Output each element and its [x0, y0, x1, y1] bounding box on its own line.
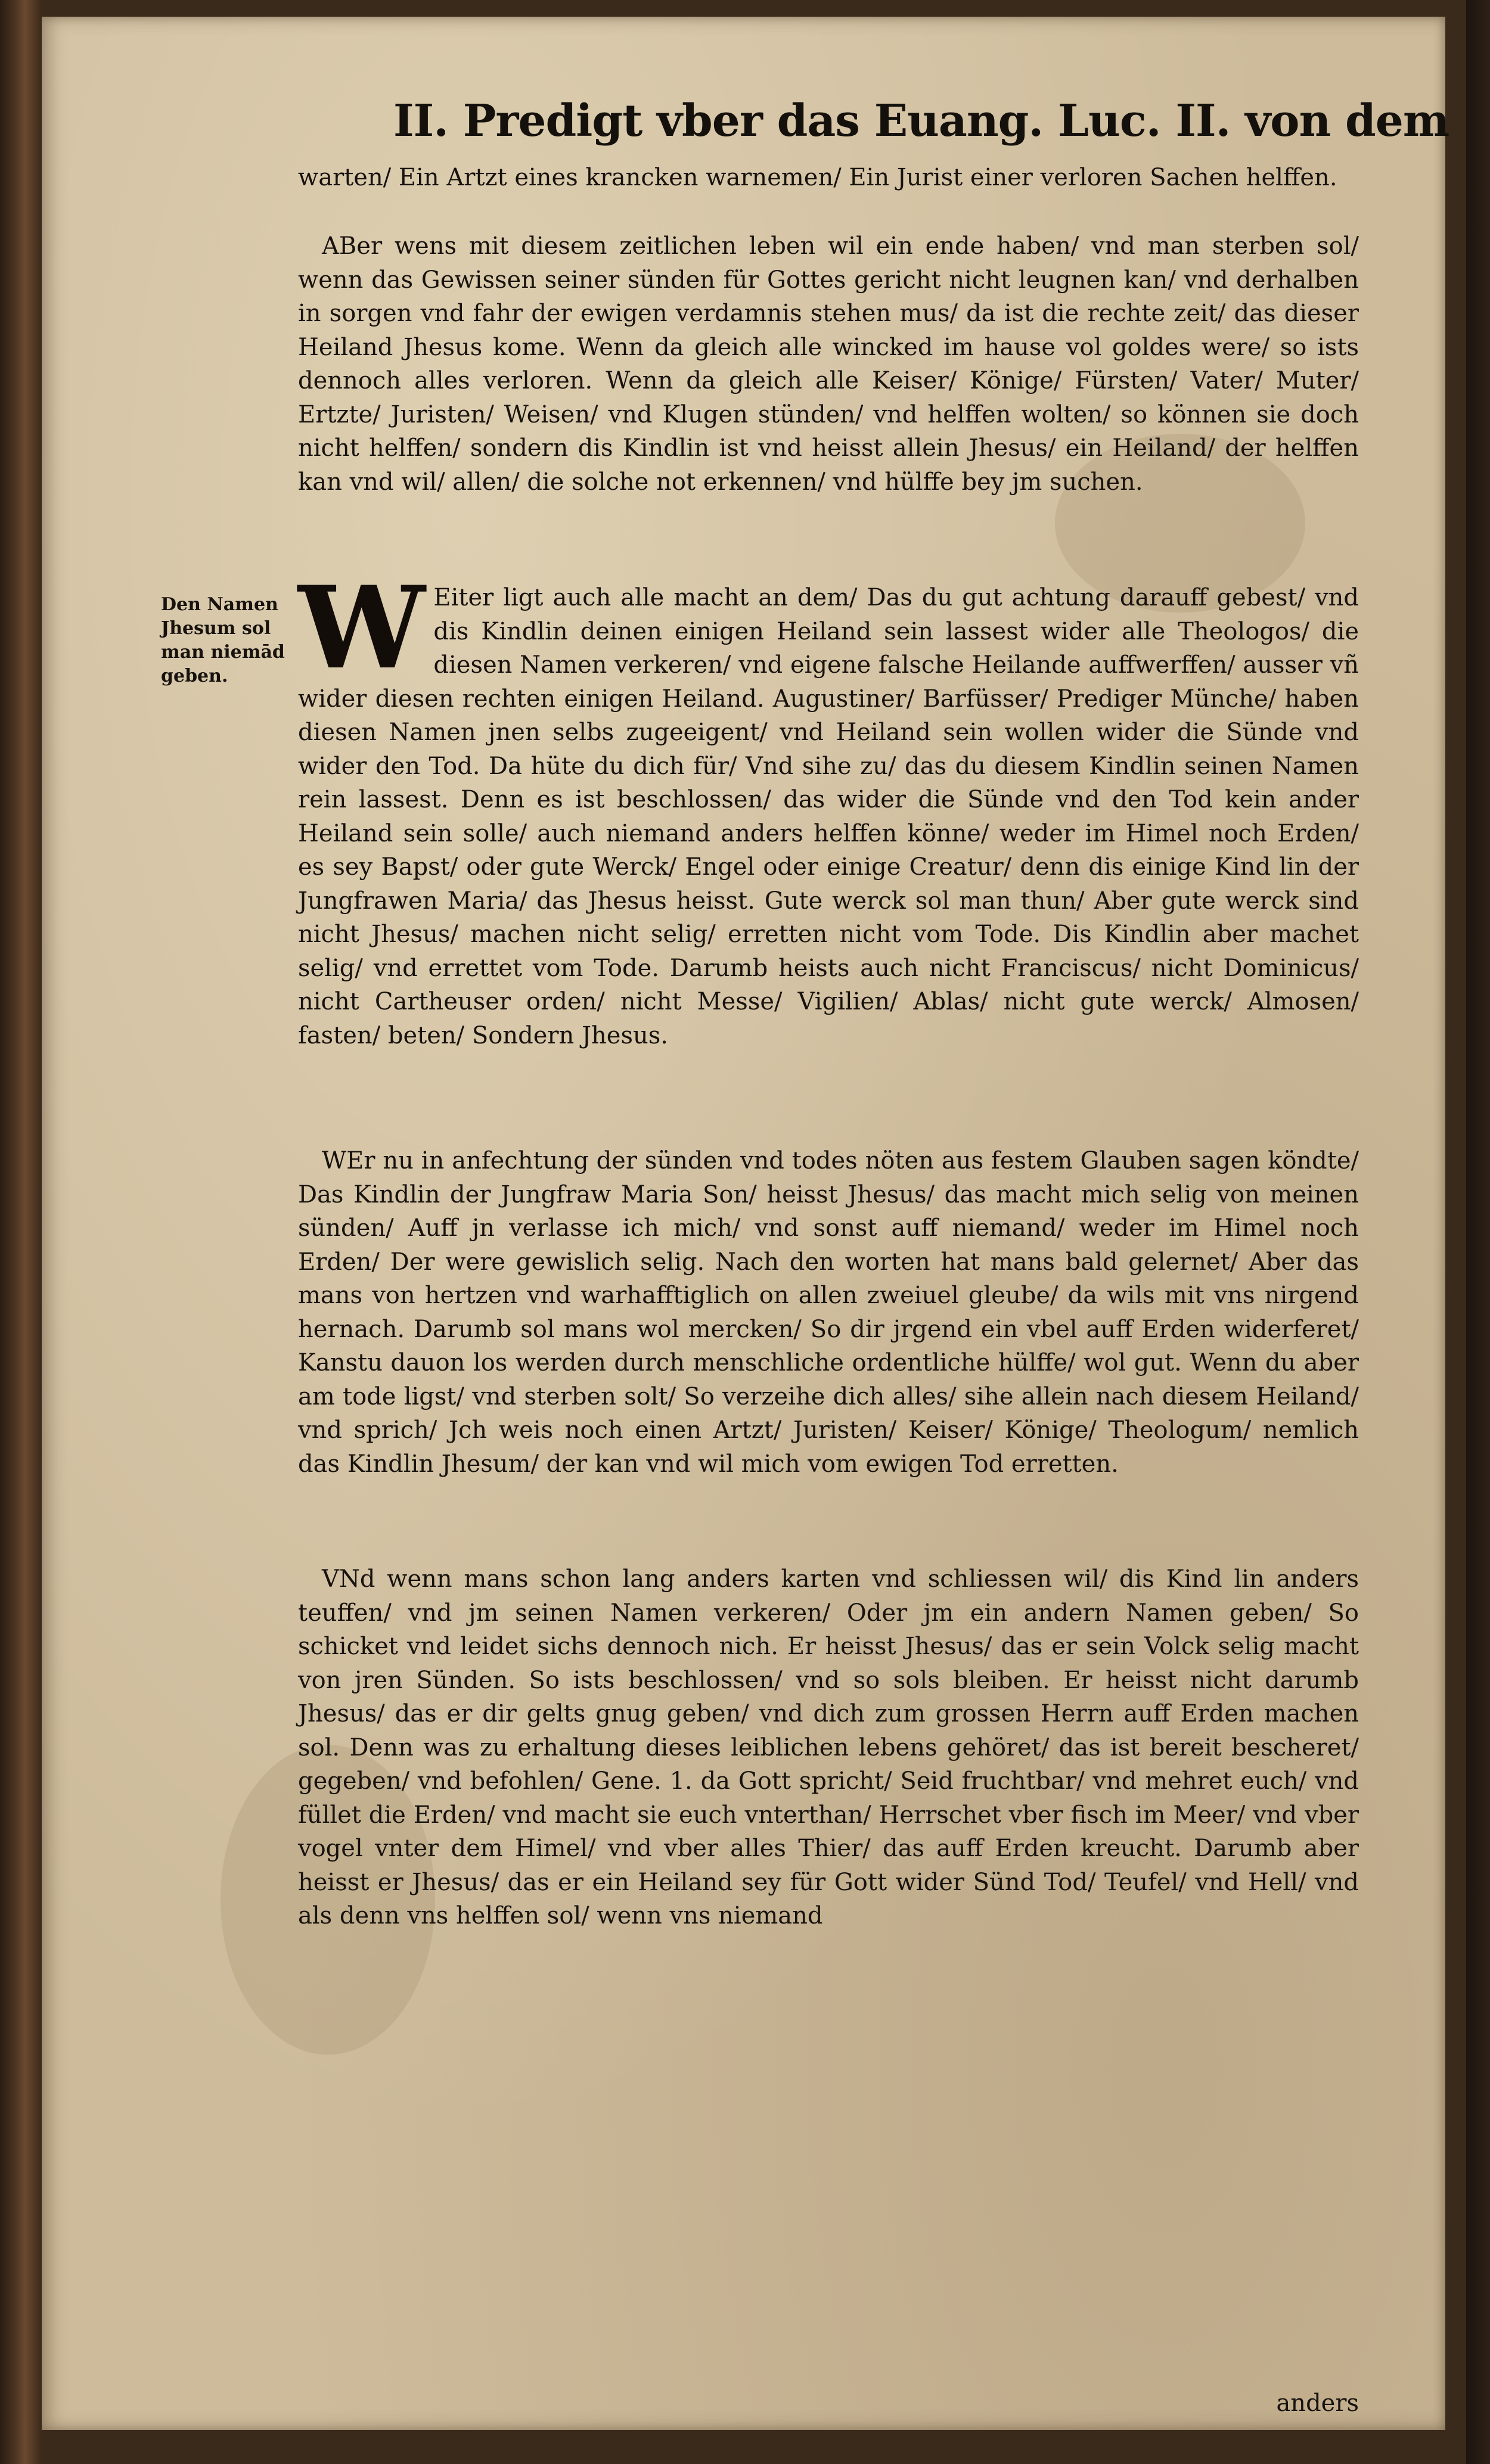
paragraph-text: WEr nu in anfechtung der sünden vnd todes nöten aus festem Glauben sagen köndte/ Das Kindlin der Jungfraw Maria Son/ heisst Jhesus/ das macht mich selig von meinen sünden/ Auff jn verlasse ich mich/ vnd sonst auff niemand/ weder im Himel noch Erden/ Der were gewislich selig. Nach den worten hat mans bald gelernet/ Aber das mans von hertzen vnd warhafftiglich on allen zweiuel gleube/ da wils mit vns nirgend hernach. Darumb sol mans wol mercken/ So dir jrgend ein vbel auff Erden widerferet/ Kanstu dauon los werden durch menschliche ordentliche hülffe/ wol gut. Wenn du aber am tode ligst/ vnd sterben solt/ So verzeihe dich alles/ sihe allein nach diesem Heiland/ vnd sprich/ Jch weis noch einen Artzt/ Juristen/ Keiser/ Könige/ Theologum/ nemlich das Kindlin Jhesum/ der kan vnd wil mich vom ewigen Tod erretten. — [298, 1147, 1359, 1478]
book-binding — [0, 0, 42, 2464]
paragraph-text: VNd wenn mans schon lang anders karten vnd schliessen wil/ dis Kind lin anders teuffen/ vnd jm seinen Namen verkeren/ Oder jm ein andern Namen geben/ So schicket vnd leidet sichs dennoch nich. Er heisst Jhesus/ das er sein Volck selig macht von jren Sünden. So ists beschlossen/ vnd so sols bleiben. Er heisst nicht darumb Jhesus/ das er dir gelts gnug geben/ vnd dich zum grossen Herrn auff Erden machen sol. Denn was zu erhaltung dieses leiblichen lebens gehöret/ das ist bereit bescheret/ gegeben/ vnd befohlen/ Gene. 1. da Gott spricht/ Seid fruchtbar/ vnd mehret euch/ vnd füllet die Erden/ vnd macht sie euch vnterthan/ Herrschet vber fisch im Meer/ vnd vber vogel vnter dem Himel/ vnd vber alles Thier/ das auff Erden kreucht. Darumb aber heisst er Jhesus/ das er ein Heiland sey für Gott wider Sünd Tod/ Teufel/ vnd Hell/ vnd als denn vns helffen sol/ wenn vns niemand — [298, 1565, 1359, 1929]
paragraph-3 — [298, 561, 1359, 1052]
page-edge — [1466, 0, 1490, 2464]
paragraph-body: Eiter ligt auch alle macht an dem/ Das du gut achtung darauff gebest/ vnd dis Kindlin deinen einigen Heiland sein lassest wider alle Theologos/ die diesen Namen verkeren/ vnd eigene falsche Heilande auffwerffen/ ausser vñ wider diesen rechten einigen Heiland. Augustiner/ Barfüsser/ Prediger Münche/ haben diesen Namen jnen selbs zugeeigent/ vnd Heiland sein wollen wider die Sünde vnd wider den Tod. Da hüte du dich für/ Vnd sihe zu/ das du diesem Kindlin seinen Namen rein lassest. Denn es ist beschlossen/ das wider die Sünde vnd den Tod kein ander Heiland sein solle/ auch niemand anders helffen könne/ weder im Himel noch Erden/ es sey Bapst/ oder gute Werck/ Engel oder einige Creatur/ denn dis einige Kind lin der Jungfrawen Maria/ das Jhesus heisst. Gute werck sol man thun/ Aber gute werck sind nicht Jhesus/ machen nicht selig/ erretten nicht vom Tode. Dis Kindlin aber machet selig/ vnd errettet vom Tode. Darumb heists auch nicht Franciscus/ nicht Dominicus/ nicht Cartheuser orden/ nicht Messe/ Vigilien/ Ablas/ nicht gute werck/ Almosen/ fasten/ beten/ Sondern Jhesus. — [298, 584, 1359, 1049]
paragraph-4 — [298, 1144, 1359, 1481]
paragraph-5 — [298, 1562, 1359, 1933]
running-header: II. Predigt vber das Euang. Luc. II. von dem — [393, 95, 1449, 147]
paragraph-text — [298, 561, 1359, 1052]
paragraph-text: ABer wens mit diesem zeitlichen leben wil ein ende haben/ vnd man sterben sol/ wenn das Gewissen seiner sünden für Gottes gericht nicht leugnen kan/ vnd derhalben in sorgen vnd fahr der ewigen verdamnis stehen mus/ da ist die rechte zeit/ das dieser Heiland Jhesus kome. Wenn da gleich alle wincked im hause vol goldes were/ so ists dennoch alles verloren. Wenn da gleich alle Keiser/ Könige/ Fürsten/ Vater/ Muter/ Ertzte/ Juristen/ Weisen/ vnd Klugen stünden/ vnd helffen wolten/ so können sie doch nicht helffen/ sondern dis Kindlin ist vnd heisst allein Jhesus/ ein Heiland/ der helffen kan vnd wil/ allen/ die solche not erkennen/ vnd hülffe bey jm suchen. — [298, 232, 1359, 496]
paragraph-text: warten/ Ein Artzt eines krancken warnemen/ Ein Jurist einer verloren Sachen helffen. — [298, 164, 1337, 191]
catchword: anders — [1276, 2390, 1359, 2417]
drop-cap-initial: W — [298, 561, 426, 694]
paragraph-2 — [298, 229, 1359, 499]
marginal-note: Den Namen Jhesum sol man niemād geben. — [161, 594, 285, 686]
paragraph-1 — [298, 161, 1359, 195]
